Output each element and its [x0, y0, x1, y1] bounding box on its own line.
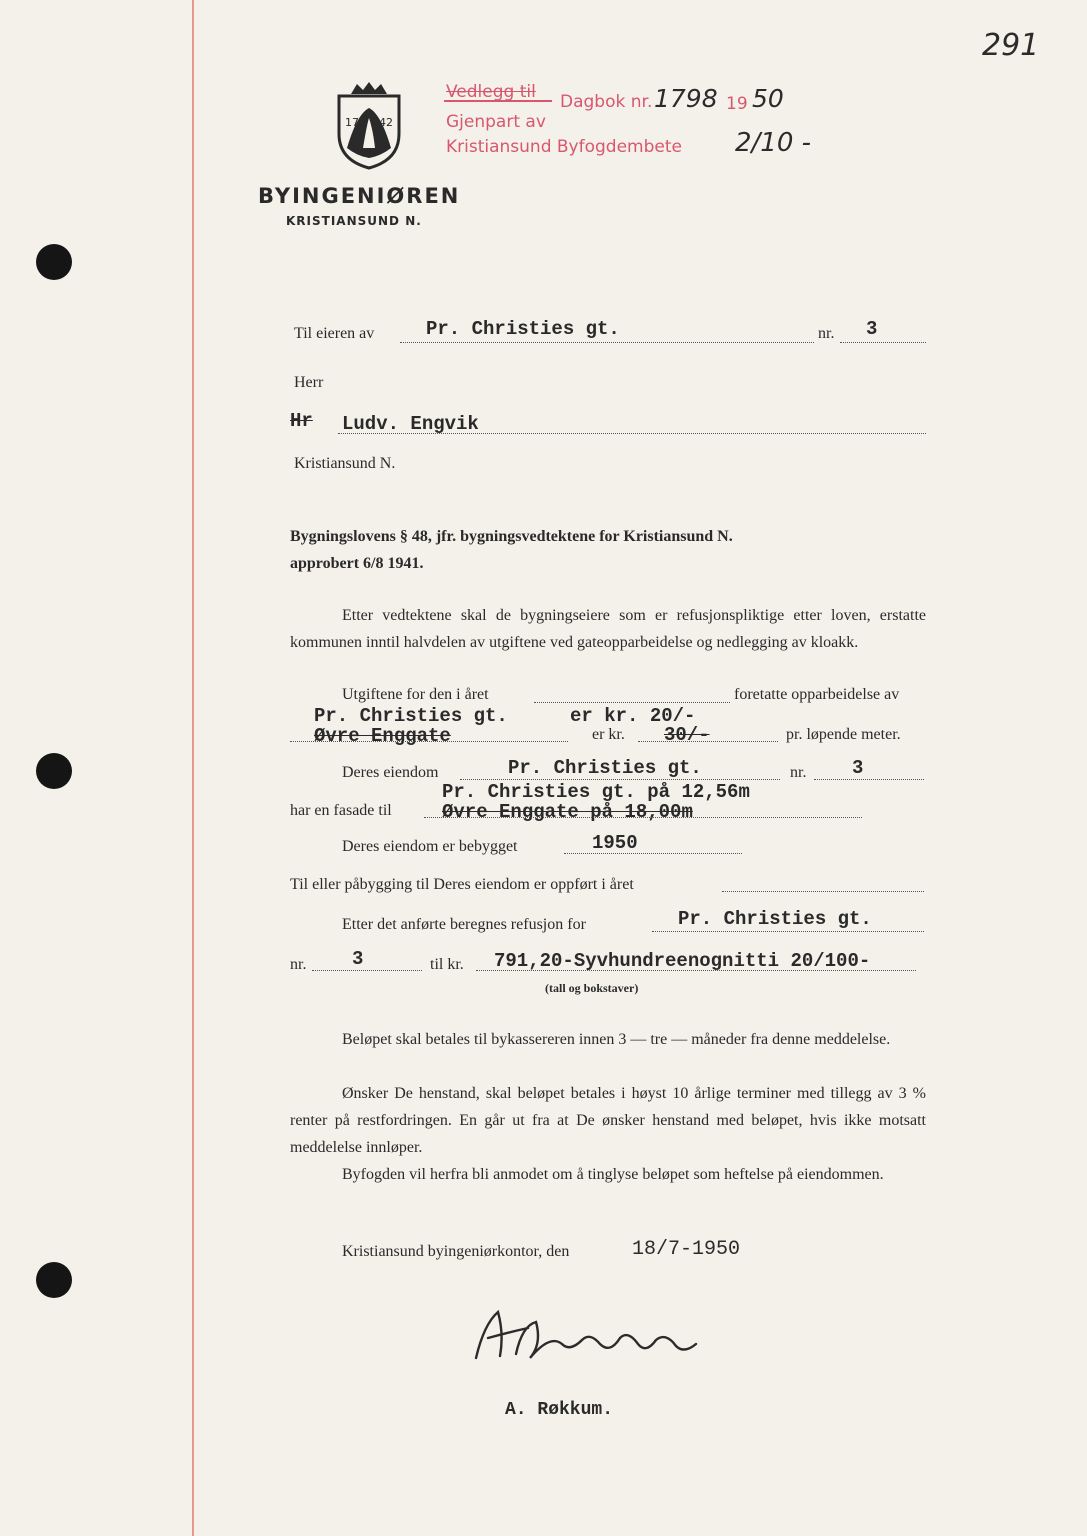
built-year: 1950	[592, 832, 638, 854]
expenses-street1: Pr. Christies gt.	[314, 705, 508, 727]
legal-heading-line2: approbert 6/8 1941.	[290, 555, 424, 572]
refund-street-line	[652, 931, 924, 932]
recipient-name-line	[338, 433, 926, 434]
refund-street: Pr. Christies gt.	[678, 908, 872, 930]
stamp-line2: Gjenpart av	[446, 112, 546, 132]
stamp-handwritten-date: 2/10 -	[735, 128, 812, 158]
built-label: Deres eiendom er bebygget	[342, 838, 518, 855]
letterhead-subtitle: KRISTIANSUND N.	[286, 214, 422, 228]
property-nr-label: nr.	[790, 764, 807, 781]
owner-nr-label: nr.	[818, 325, 835, 342]
stamp-year-suffix: 50	[752, 84, 784, 113]
punch-hole-bottom	[36, 1262, 72, 1298]
expenses-label-end: foretatte opparbeidelse av	[734, 686, 900, 703]
facade-line	[424, 817, 862, 818]
extension-label: Til eller påbygging til Deres eiendom er oppført i året	[290, 876, 634, 893]
built-year-line	[564, 853, 742, 854]
refund-nr-line	[312, 970, 422, 971]
stamp-underline	[444, 100, 552, 102]
owner-street: Pr. Christies gt.	[426, 318, 620, 340]
stamp-dagbok-number: 1798	[654, 84, 718, 113]
page-number: 291	[982, 28, 1040, 63]
owner-nr-line	[840, 342, 926, 343]
punch-hole-top	[36, 244, 72, 280]
signature-icon	[470, 1304, 710, 1368]
punch-hole-middle	[36, 753, 72, 789]
crest-year-left: 17	[345, 116, 359, 129]
facade-label: har en fasade til	[290, 802, 392, 819]
facade-line2: Øvre Enggate på 18,00m	[442, 801, 693, 823]
refund-nr-label: nr.	[290, 956, 307, 973]
refund-note: (tall og bokstaver)	[545, 981, 639, 995]
payment-paragraph-2: Ønsker De henstand, skal beløpet betales i høyst 10 årlige terminer med tillegg av 3 % renter på restfordringen. En går ut fra at De ønsker henstand med beløpet, hvis ikke motsatt meddelelse innløper.	[290, 1085, 926, 1156]
red-margin-line	[192, 0, 194, 1536]
expenses-street-line	[290, 741, 568, 742]
property-label: Deres eiendom	[342, 764, 439, 781]
expenses-street2: Øvre Enggate	[314, 725, 451, 747]
payment-paragraph-3: Byfogden vil herfra bli anmodet om å tinglyse beløpet som heftelse på eiendommen.	[342, 1166, 884, 1183]
closing-date: 18/7-1950	[632, 1238, 741, 1261]
crest-year-right: 42	[379, 116, 393, 129]
property-street-line	[460, 779, 780, 780]
intro-paragraph: Etter vedtektene skal de bygningseiere som er refusjonspliktige etter loven, erstatte kommunen inntil halvdelen av utgiftene ved gateopparbeidelse og nedlegging av kloakk.	[290, 607, 926, 651]
stamp-dagbok-label: Dagbok nr.	[560, 92, 653, 112]
property-nr: 3	[852, 757, 864, 779]
stamp-year-prefix: 19	[726, 94, 748, 114]
owner-street-line	[400, 342, 814, 343]
stamp-line3: Kristiansund Byfogdembete	[446, 137, 682, 157]
salutation: Herr	[294, 374, 324, 391]
legal-heading-line1: Bygningslovens § 48, jfr. bygningsvedtektene for Kristiansund N.	[290, 528, 733, 545]
recipient-name: Ludv. Engvik	[342, 413, 479, 435]
owner-nr: 3	[866, 318, 878, 340]
expenses-per-meter-label: pr. løpende meter.	[786, 726, 901, 743]
refund-label: Etter det anførte beregnes refusjon for	[342, 916, 586, 933]
extension-year-line	[722, 891, 924, 892]
recipient-city: Kristiansund N.	[294, 455, 396, 472]
refund-amount: 791,20-Syvhundreenognitti 20/100-	[494, 950, 871, 972]
signer-name: A. Røkkum.	[505, 1400, 614, 1420]
owner-label: Til eieren av	[294, 325, 375, 342]
property-nr-line	[814, 779, 924, 780]
expenses-street2-amount: 30/-	[664, 724, 710, 746]
refund-amount-label: til kr.	[430, 956, 464, 973]
expenses-er-kr-label: er kr.	[592, 726, 625, 743]
closing-place-label: Kristiansund byingeniørkontor, den	[342, 1243, 570, 1260]
expenses-street1-amount: er kr. 20/-	[570, 705, 696, 727]
expenses-label-start: Utgiftene for den i året	[342, 686, 489, 703]
payment-paragraph-1: Beløpet skal betales til bykassereren innen 3 — tre — måneder fra denne meddelelse.	[342, 1031, 891, 1048]
facade-line1: Pr. Christies gt. på 12,56m	[442, 781, 750, 803]
letterhead-title: BYINGENIØREN	[258, 184, 461, 208]
city-crest-icon	[333, 78, 405, 170]
struck-title: Hr	[290, 410, 313, 432]
property-street: Pr. Christies gt.	[508, 757, 702, 779]
expenses-year-line	[534, 702, 730, 703]
refund-nr: 3	[352, 948, 364, 970]
stamp-struck-text: Vedlegg til	[446, 82, 536, 102]
